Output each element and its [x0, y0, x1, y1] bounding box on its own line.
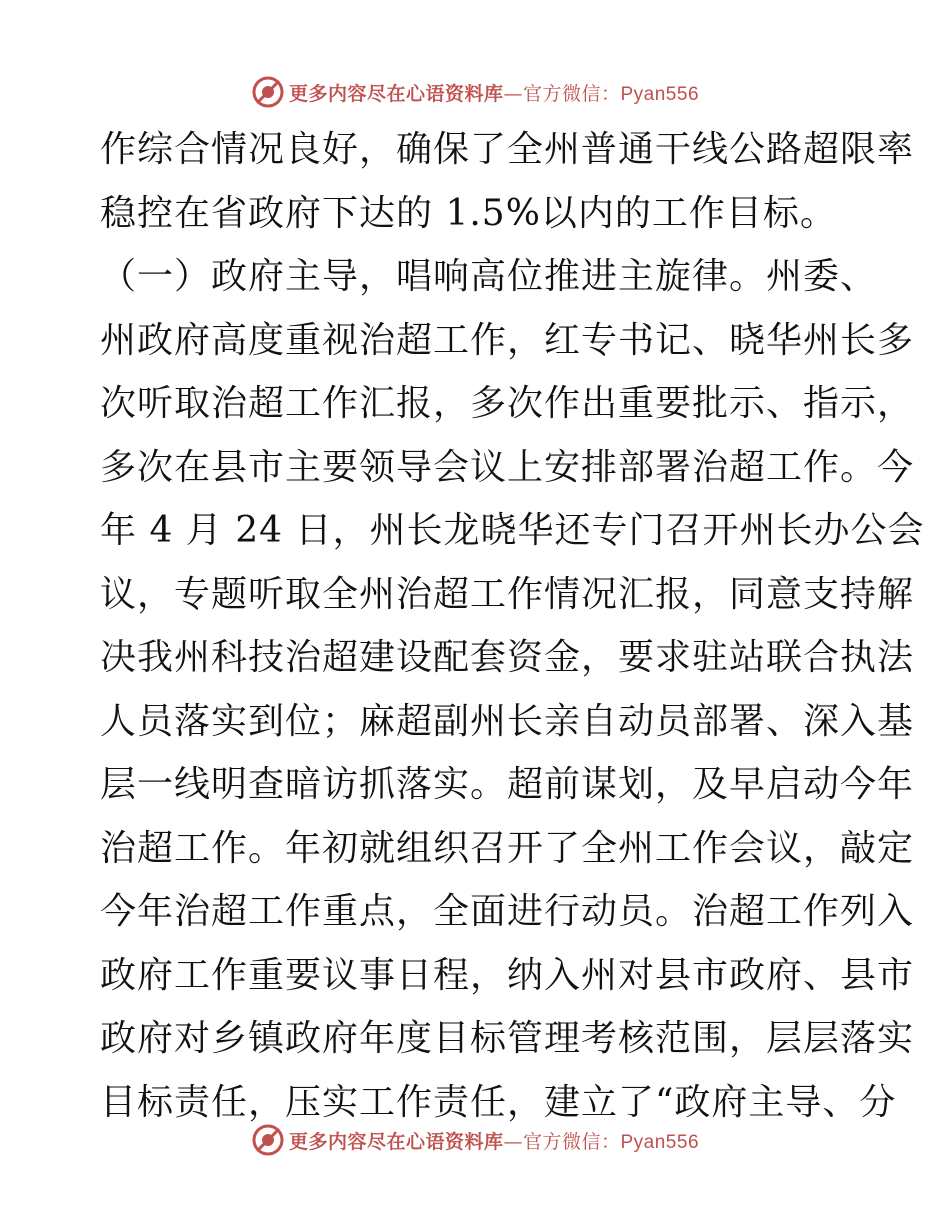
body-line: 人员落实到位；麻超副州长亲自动员部署、深入基 [100, 700, 915, 742]
watermark-brand: 更多内容尽在心语资料库 [288, 82, 504, 105]
watermark-account: Pyan556 [620, 1131, 700, 1153]
logo-icon [251, 75, 285, 109]
body-line: 治超工作。年初就组织召开了全州工作会议，敲定 [100, 827, 915, 869]
body-line: 今年治超工作重点，全面进行动员。治超工作列入 [100, 891, 915, 932]
watermark-text [289, 79, 699, 106]
body-line: 目标责任，压实工作责任，建立了“政府主导、分 [100, 1081, 897, 1123]
body-line: 作综合情况良好，确保了全州普通干线公路超限率 [100, 129, 915, 170]
body-line: 次听取治超工作汇报，多次作出重要批示、指示， [100, 383, 915, 424]
body-line: 议，专题听取全州治超工作情况汇报，同意支持解 [100, 573, 915, 615]
body-line: 政府对乡镇政府年度目标管理考核范围，层层落实 [100, 1018, 915, 1059]
watermark-dash: — [503, 82, 523, 105]
watermark-footer [0, 1120, 950, 1160]
watermark-header [0, 72, 950, 112]
body-line: 稳控在省政府下达的 1.5%以内的工作目标。 [100, 192, 837, 234]
watermark-official: 官方微信： [522, 82, 621, 105]
body-line: 层一线明查暗访抓落实。超前谋划，及早启动今年 [100, 764, 915, 805]
watermark-brand: 更多内容尽在心语资料库 [288, 1130, 504, 1153]
body-line: 决我州科技治超建设配套资金，要求驻站联合执法 [100, 637, 915, 678]
section-heading-line: （一）政府主导，唱响高位推进主旋律。州委、 [100, 256, 878, 297]
watermark-official: 官方微信： [522, 1130, 621, 1153]
watermark-text [289, 1127, 699, 1154]
watermark-dash: — [503, 1130, 523, 1153]
body-line: 年 4 月 24 日，州长龙晓华还专门召开州长办公会 [100, 510, 925, 551]
body-line: 政府工作重要议事日程，纳入州对县市政府、县市 [100, 954, 915, 996]
document-body [100, 118, 925, 1134]
watermark-account: Pyan556 [620, 83, 700, 105]
logo-icon [251, 1123, 285, 1157]
body-line: 多次在县市主要领导会议上安排部署治超工作。今 [100, 446, 915, 488]
body-line: 州政府高度重视治超工作，红专书记、晓华州长多 [100, 319, 915, 361]
